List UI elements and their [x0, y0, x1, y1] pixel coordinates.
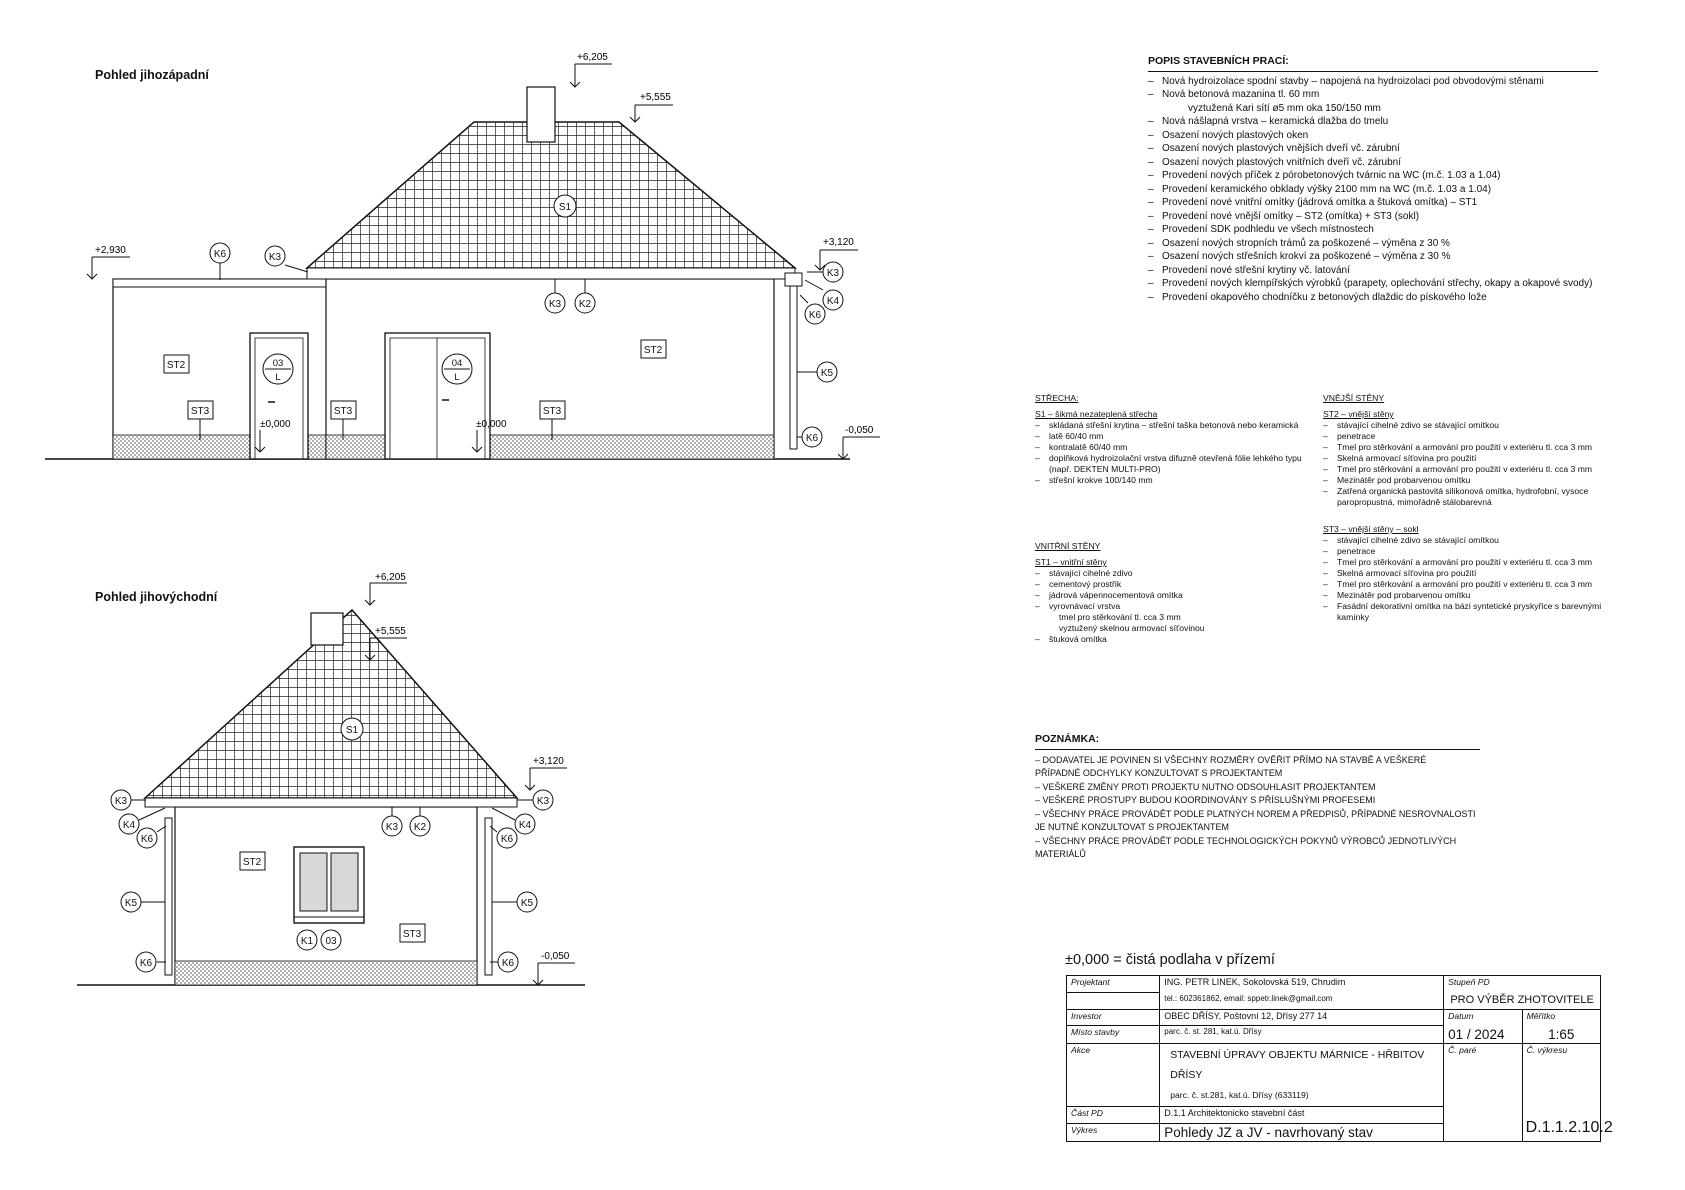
strecha-heading: STŘECHA: — [1035, 393, 1079, 403]
tb-cvykresu-label: Č. výkresu — [1526, 1044, 1568, 1055]
st2-item: – Skelná armovací síťovina pro použití — [1323, 453, 1477, 463]
vnitrni-item: – jádrová vápennocementová omítka — [1035, 590, 1183, 600]
popis-item: – Provedení SDK podhledu ve všech místnostech — [1148, 224, 1374, 235]
popis-item-text: Provedení okapového chodníčku z betonových dlaždic do pískového lože — [1162, 291, 1487, 303]
popis-item-text: Provedení nových klempířských výrobků (parapety, oplechování střechy, okapy a okapové svody) — [1162, 278, 1593, 289]
popis-item-text: Provedení nové vnitřní omítky (jádrová omítka a štuková omítka) – ST1 — [1162, 197, 1478, 208]
popis-item-text: Provedení nové střešní krytiny vč. latování — [1162, 264, 1350, 276]
poznamka-line-text: – DODAVATEL JE POVINEN SI VŠECHNY ROZMĚRY OVĚŘIT PŘÍMO NA STAVBĚ A VEŠKERÉ — [1035, 754, 1427, 765]
poznamka-line — [1035, 808, 1495, 822]
st3-item-text: Tmel pro stěrkování a armování pro použití v exteriéru tl. cca 3 mm — [1337, 579, 1593, 589]
popis-item — [1148, 102, 1598, 116]
vnitrni-section — [1035, 541, 1305, 645]
popis-item-text: Osazení nových plastových oken — [1162, 129, 1309, 141]
popis-item: – Osazení nových plastových vnitřních dveří vč. zárubní — [1148, 156, 1401, 168]
popis-item: – Osazení nových střešních krokví za poškozené – výměna z 30 % — [1148, 251, 1451, 262]
tb-misto: parc. č. st. 281, kat.ú. Dřísy — [1160, 1026, 1444, 1044]
tag-se-k5a: K5 — [124, 898, 138, 909]
poznamka-line — [1035, 821, 1495, 835]
vnejsi-heading: VNĚJŠÍ STĚNY — [1323, 393, 1385, 403]
vnitrni-list — [1035, 568, 1305, 645]
vnitrni-item: – cementový prostřik — [1035, 579, 1122, 589]
vnitrni-item: – vyrovnávací vrstva — [1035, 601, 1121, 611]
vnitrni-item: – stávající cihelné zdivo — [1035, 568, 1133, 578]
tag-sw-k3b: K3 — [548, 299, 562, 310]
poznamka-line — [1035, 781, 1495, 795]
popis-item: – Provedení okapového chodníčku z betonových dlaždic do pískového lože — [1148, 291, 1487, 303]
popis-item-text: Osazení nových plastových vnitřních dveří vč. zárubní — [1162, 156, 1401, 168]
door-04 — [385, 333, 490, 459]
st3-item: – penetrace — [1323, 546, 1376, 556]
popis-item: – Nová hydroizolace spodní stavby – napojená na hydroizolaci pod obvodovými stěnami — [1148, 75, 1544, 87]
poznamka-line — [1035, 767, 1495, 781]
tb-akce-label: Akce — [1067, 1043, 1160, 1106]
tb-projektant: ING. PETR LINEK, Sokolovská 519, Chrudim — [1160, 976, 1444, 993]
chimney-se — [311, 613, 343, 645]
st2-item-text: Tmel pro stěrkování a armování pro použití v exteriéru tl. cca 3 mm — [1337, 442, 1593, 452]
tag-se-s1: S1 — [345, 725, 359, 736]
level-sw-top: +6,205 — [577, 52, 608, 63]
strecha-item: – skládaná střešní krytina – střešní taška betonová nebo keramická — [1035, 420, 1299, 430]
strecha-item: – doplňková hydroizolační vrstva difuzně otevřená fólie lehkého typu (např. DEKTEN MULTI-PRO) — [1035, 453, 1305, 475]
vnitrni-sub: ST1 – vnitřní stěny — [1035, 557, 1107, 567]
downpipe-right — [485, 818, 492, 975]
vnejsi-sub2: ST2 – vnější stěny — [1323, 409, 1394, 419]
popis-item: – Nová nášlapná vrstva – keramická dlažba do tmelu — [1148, 116, 1389, 127]
popis-item: – Provedení nových klempířských výrobků (parapety, oplechování střechy, okapy a okapové svody) — [1148, 278, 1593, 289]
popis-item: – Osazení nových plastových vnějších dveří vč. zárubní — [1148, 143, 1400, 154]
tag-se-k6a: K6 — [140, 834, 154, 845]
popis-item-text: Nová betonová mazanina tl. 60 mm — [1162, 89, 1320, 100]
st2-item-text: Tmel pro stěrkování a armování pro použití v exteriéru tl. cca 3 mm — [1337, 464, 1593, 474]
tb-code: D.1.1.2.10.2 — [1525, 1118, 1613, 1136]
popis-item: – Provedení nových příček z pórobetonových tvárnic na WC (m.č. 1.03 a 1.04) — [1148, 170, 1501, 181]
tb-investor: OBEC DŘÍSY, Poštovní 12, Dřísy 277 14 — [1160, 1010, 1444, 1026]
level-sw-right-eave: +3,120 — [823, 237, 854, 248]
tag-se-st3: ST3 — [402, 929, 422, 940]
tb-meritko: 1:65 — [1522, 1026, 1600, 1044]
title-block — [1066, 975, 1613, 1142]
poznamka-line-text: MATERIÁLŮ — [1035, 849, 1086, 859]
st2-item-text: penetrace — [1337, 431, 1376, 441]
vnitrni-item-text: stávající cihelné zdivo — [1049, 568, 1133, 578]
poznamka-section — [1035, 733, 1495, 862]
tag-se-window-03: 03 — [325, 936, 337, 947]
datum-note: ±0,000 = čistá podlaha v přízemí — [1065, 952, 1275, 968]
strecha-item-text: střešní krokve 100/140 mm — [1049, 475, 1153, 485]
tag-sw-st3a: ST3 — [190, 406, 210, 417]
st2-item-text: Zatřená organická pastovitá silikonová omítka, hydrofobní, vysoce paropropustná, mimořádně stálobarevná — [1337, 486, 1589, 507]
popis-item: – Nová betonová mazanina tl. 60 mm — [1148, 89, 1320, 100]
popis-title: POPIS STAVEBNÍCH PRACÍ: — [1148, 55, 1598, 72]
st3-item: – Tmel pro stěrkování a armování pro použití v exteriéru tl. cca 3 mm — [1323, 557, 1593, 567]
poznamka-list — [1035, 754, 1495, 862]
vnitrni-item-text: štuková omítka — [1049, 634, 1107, 644]
vnitrni-item-text: vyrovnávací vrstva — [1049, 601, 1121, 611]
strecha-list — [1035, 420, 1305, 486]
view-title-se: Pohled jihovýchodní — [95, 590, 218, 604]
tag-se-k4b: K4 — [518, 820, 532, 831]
st2-item: – Tmel pro stěrkování a armování pro použití v exteriéru tl. cca 3 mm — [1323, 442, 1593, 452]
level-sw-zero-b: ±0,000 — [476, 419, 507, 430]
poznamka-title: POZNÁMKA: — [1035, 733, 1480, 750]
view-title-sw: Pohled jihozápadní — [95, 68, 209, 82]
popis-section — [1148, 55, 1598, 304]
poznamka-line-text: – VŠECHNY PRÁCE PROVÁDĚT PODLE TECHNOLOGICKÝCH POKYNŮ VÝROBCŮ JEDNOTLIVÝCH — [1035, 835, 1457, 846]
tag-se-k1: K1 — [300, 936, 314, 947]
downpipe-left — [165, 818, 172, 975]
tag-se-k6b: K6 — [139, 958, 153, 969]
vnejsi-section — [1323, 393, 1633, 623]
tag-se-k3a: K3 — [114, 796, 128, 807]
gable-sokl — [175, 961, 477, 985]
st3-item-text: stávající cihelné zdivo se stávající omítkou — [1337, 535, 1499, 545]
level-se-ridge2: +5,555 — [375, 626, 406, 637]
tag-sw-k6b: K6 — [808, 310, 822, 321]
tag-sw-k3a: K3 — [268, 252, 282, 263]
level-se-ground: -0,050 — [541, 951, 570, 962]
vnitrni-item-text: cementový prostřik — [1049, 579, 1122, 589]
vnitrni-item — [1035, 612, 1305, 623]
tag-sw-k2: K2 — [578, 299, 592, 310]
poznamka-line — [1035, 794, 1495, 808]
tb-projektant-label: Projektant — [1067, 976, 1160, 993]
strecha-item-text: latě 60/40 mm — [1049, 431, 1104, 441]
tag-se-k2: K2 — [413, 822, 427, 833]
vnitrni-item-text: tmel pro stěrkování tl. cca 3 mm — [1059, 612, 1181, 622]
annex-coping — [113, 279, 331, 287]
strecha-item-text: kontralatě 60/40 mm — [1049, 442, 1128, 452]
tb-datum: 01 / 2024 — [1444, 1026, 1522, 1044]
tag-sw-st2a: ST2 — [166, 360, 186, 371]
tag-sw-s1: S1 — [558, 202, 572, 213]
strecha-item: – latě 60/40 mm — [1035, 431, 1104, 441]
poznamka-line-text: JE NUTNÉ KONZULTOVAT S PROJEKTANTEM — [1035, 822, 1230, 832]
popis-item-text: Provedení nové vnější omítky – ST2 (omítka) + ST3 (sokl) — [1162, 210, 1420, 222]
tag-sw-st3b: ST3 — [333, 406, 353, 417]
poznamka-line-text: PŘÍPADNÉ ODCHYLKY KONZULTOVAT S PROJEKTANTEM — [1035, 768, 1283, 778]
fascia-se — [145, 798, 517, 807]
tb-akce2: parc. č. st.281, kat.ú. Dřísy (633119) — [1170, 1089, 1309, 1100]
strecha-sub: S1 – šikmá nezateplená střecha — [1035, 409, 1158, 419]
popis-item-text: Provedení keramického obklady výšky 2100 mm na WC (m.č. 1.03 a 1.04) — [1162, 183, 1492, 195]
st3-item: – Skelná armovací síťovina pro použití — [1323, 568, 1477, 578]
tb-vykres-label: Výkres — [1067, 1123, 1160, 1141]
tag-sw-k3c: K3 — [826, 268, 840, 279]
vnejsi-list2 — [1323, 420, 1633, 508]
st3-item: – Mezinátěr pod probarvenou omítku — [1323, 590, 1471, 600]
tb-stupen: PRO VÝBĚR ZHOTOVITELE — [1444, 993, 1601, 1010]
tb-datum-label: Datum — [1444, 1010, 1522, 1026]
elevation-sw — [0, 0, 880, 470]
st2-item-text: stávající cihelné zdivo se stávající omítkou — [1337, 420, 1499, 430]
tag-se-st2: ST2 — [242, 857, 262, 868]
tb-meritko-label: Měřítko — [1522, 1010, 1600, 1026]
level-se-eave: +3,120 — [533, 756, 564, 767]
popis-item-text: vyztužená Kari sítí ø5 mm oka 150/150 mm — [1188, 102, 1381, 114]
level-sw-left-eave: +2,930 — [95, 245, 126, 256]
door-04-side: L — [454, 372, 460, 383]
vnejsi-list3 — [1323, 535, 1633, 623]
st2-item-text: Skelná armovací síťovina pro použití — [1337, 453, 1477, 463]
poznamka-line — [1035, 835, 1495, 849]
popis-item: – Provedení keramického obklady výšky 2100 mm na WC (m.č. 1.03 a 1.04) — [1148, 183, 1492, 195]
roof-s1 — [307, 122, 795, 268]
popis-item: – Provedení nové vnější omítky – ST2 (omítka) + ST3 (sokl) — [1148, 210, 1420, 222]
st3-item-text: Tmel pro stěrkování a armování pro použití v exteriéru tl. cca 3 mm — [1337, 557, 1593, 567]
st2-item: – stávající cihelné zdivo se stávající omítkou — [1323, 420, 1499, 430]
door-04-num: 04 — [451, 358, 463, 369]
tag-se-k6c: K6 — [500, 834, 514, 845]
st3-item: – stávající cihelné zdivo se stávající omítkou — [1323, 535, 1499, 545]
chimney — [527, 87, 555, 142]
popis-item-text: Nová nášlapná vrstva – keramická dlažba do tmelu — [1162, 116, 1389, 127]
popis-item-text: Nová hydroizolace spodní stavby – napojená na hydroizolaci pod obvodovými stěnami — [1162, 75, 1544, 87]
vnitrni-item-text: vyztužený skelnou armovací síťovinou — [1059, 623, 1205, 633]
tb-cpare-label: Č. paré — [1444, 1043, 1522, 1141]
tag-sw-k5: K5 — [820, 368, 834, 379]
level-sw-ground: -0,050 — [845, 425, 874, 436]
tag-sw-st2b: ST2 — [643, 345, 663, 356]
tb-cast-label: Část PD — [1067, 1106, 1160, 1123]
tb-contact: tel.: 602361862, email: sppetr.linek@gmail.com — [1160, 993, 1444, 1010]
elevation-se — [0, 570, 600, 990]
poznamka-line — [1035, 754, 1495, 768]
poznamka-line — [1035, 848, 1495, 862]
level-sw-zero-a: ±0,000 — [260, 419, 291, 430]
popis-item-text: Osazení nových plastových vnějších dveří vč. zárubní — [1162, 143, 1400, 154]
fascia — [307, 268, 795, 279]
st3-item: – Tmel pro stěrkování a armování pro použití v exteriéru tl. cca 3 mm — [1323, 579, 1593, 589]
door-03-num: 03 — [272, 358, 284, 369]
tb-investor-label: Investor — [1067, 1010, 1160, 1026]
level-sw-ridge2: +5,555 — [640, 92, 671, 103]
st2-item: – Zatřená organická pastovitá silikonová omítka, hydrofobní, vysoce paropropustná, mimořádně stálobarevná — [1323, 486, 1633, 508]
strecha-item-text: skládaná střešní krytina – střešní taška betonová nebo keramická — [1049, 420, 1299, 430]
st2-item: – penetrace — [1323, 431, 1376, 441]
tag-se-k3c: K3 — [385, 822, 399, 833]
tag-se-k6d: K6 — [501, 958, 515, 969]
st3-item-text: Fasádní dekorativní omítka na bázi syntetické pryskyřice s barevnými kamínky — [1337, 601, 1602, 622]
vnitrni-item-text: jádrová vápennocementová omítka — [1049, 590, 1183, 600]
st3-item-text: penetrace — [1337, 546, 1376, 556]
popis-item-text: Provedení nových příček z pórobetonových tvárnic na WC (m.č. 1.03 a 1.04) — [1162, 170, 1501, 181]
tb-vykres: Pohledy JZ a JV - navrhovaný stav — [1160, 1123, 1444, 1141]
vnitrni-item — [1035, 623, 1305, 634]
tag-sw-k6c: K6 — [805, 433, 819, 444]
vnitrni-heading: VNITŘNÍ STĚNY — [1035, 541, 1101, 551]
popis-item: – Osazení nových stropních trámů za poškozené – výměna z 30 % — [1148, 237, 1450, 249]
st2-item: – Mezinátěr pod probarvenou omítku — [1323, 475, 1471, 485]
tag-se-k3b: K3 — [536, 796, 550, 807]
level-se-top: +6,205 — [375, 572, 406, 583]
poznamka-line-text: – VEŠKERÉ PROSTUPY BUDOU KOORDINOVÁNY S PŘÍSLUŠNÝMI PROFESEMI — [1035, 795, 1376, 805]
tb-akce: STAVEBNÍ ÚPRAVY OBJEKTU MÁRNICE - HŘBITOV DŘÍSY — [1170, 1048, 1425, 1081]
popis-list — [1148, 75, 1598, 305]
strecha-item-text: doplňková hydroizolační vrstva difuzně otevřená fólie lehkého typu (např. DEKTEN MULTI-PRO) — [1049, 453, 1302, 474]
poznamka-line-text: – VEŠKERÉ ZMĚNY PROTI PROJEKTU NUTNO ODSOUHLASIT PROJEKTANTEM — [1035, 781, 1376, 792]
tag-sw-k4: K4 — [826, 296, 840, 307]
tb-misto-label: Místo stavby — [1067, 1026, 1160, 1044]
door-03 — [250, 333, 308, 459]
tag-sw-st3c: ST3 — [542, 406, 562, 417]
door-03-side: L — [275, 372, 281, 383]
st2-item: – Tmel pro stěrkování a armování pro použití v exteriéru tl. cca 3 mm — [1323, 464, 1593, 474]
vnitrni-item: – štuková omítka — [1035, 634, 1107, 644]
st2-item-text: Mezinátěr pod probarvenou omítku — [1337, 475, 1471, 485]
tag-se-k5b: K5 — [520, 898, 534, 909]
popis-item-text: Osazení nových střešních krokví za poškozené – výměna z 30 % — [1162, 251, 1451, 262]
st3-item-text: Mezinátěr pod probarvenou omítku — [1337, 590, 1471, 600]
popis-item: – Provedení nové střešní krytiny vč. latování — [1148, 264, 1350, 276]
popis-item: – Osazení nových plastových oken — [1148, 129, 1309, 141]
tag-se-k4a: K4 — [122, 820, 136, 831]
tag-sw-k6a: K6 — [213, 249, 227, 260]
st3-item-text: Skelná armovací síťovina pro použití — [1337, 568, 1477, 578]
strecha-section — [1035, 393, 1305, 486]
tb-stupen-label: Stupeň PD — [1444, 976, 1601, 993]
poznamka-line-text: – VŠECHNY PRÁCE PROVÁDĚT PODLE PLATNÝCH NOREM A PŘEDPISŮ, PŘÍPADNÉ NESROVNALOSTI — [1035, 808, 1476, 819]
downpipe — [790, 285, 797, 449]
strecha-item: – kontralatě 60/40 mm — [1035, 442, 1128, 452]
st3-item: – Fasádní dekorativní omítka na bázi syntetické pryskyřice s barevnými kamínky — [1323, 601, 1633, 623]
popis-item: – Provedení nové vnitřní omítky (jádrová omítka a štuková omítka) – ST1 — [1148, 197, 1478, 208]
popis-item-text: Provedení SDK podhledu ve všech místnostech — [1162, 224, 1374, 235]
tb-cast: D.1.1 Architektonicko stavební část — [1160, 1106, 1444, 1123]
popis-item-text: Osazení nových stropních trámů za poškozené – výměna z 30 % — [1162, 237, 1450, 249]
strecha-item: – střešní krokve 100/140 mm — [1035, 475, 1153, 485]
vnejsi-sub3: ST3 – vnější stěny – sokl — [1323, 524, 1419, 534]
